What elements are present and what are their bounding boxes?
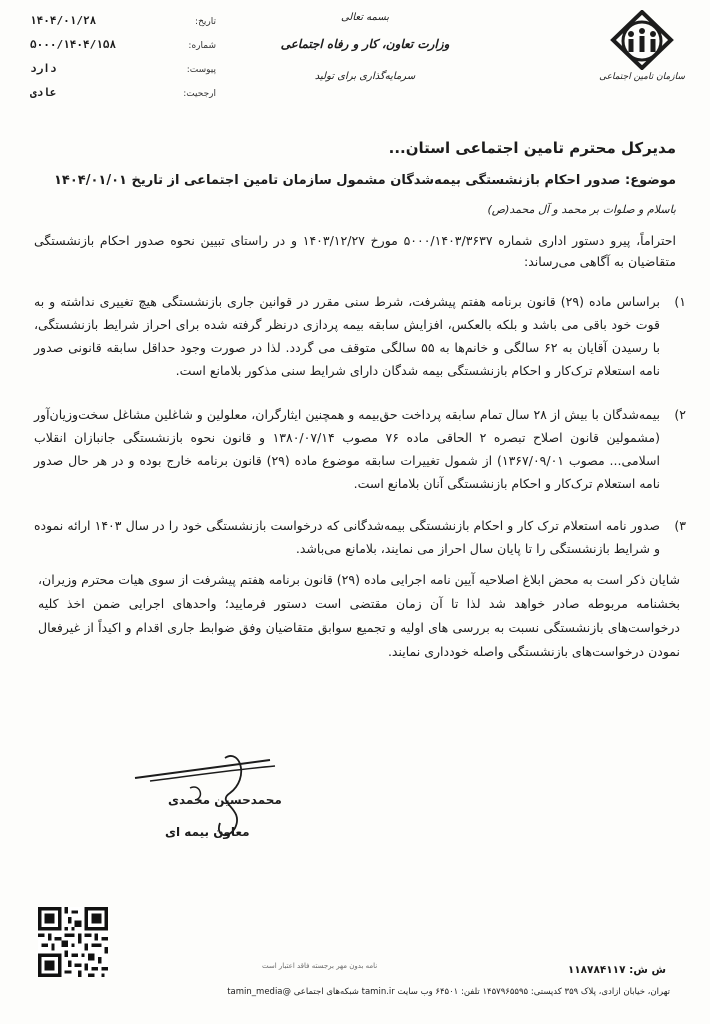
meta-row-attachment [26, 62, 216, 86]
meta-label: ارجحیت: [183, 89, 216, 99]
meta-label: پیوست: [186, 65, 216, 75]
logo-caption: سازمان تامین اجتماعی [599, 72, 685, 82]
item-number: ۲) [674, 407, 686, 422]
item-text: صدور نامه استعلام ترک کار و احکام بازنشستگی بیمه‌شدگانی که درخواست بازنشستگی خود را در سال ۱۴۰۳ ارائه نموده و شرایط بازنشستگی را تا پایان سال احراز می نمایند، بلامانع می‌باشد. [34, 518, 660, 556]
letterhead-center [250, 12, 480, 82]
organization-logo [592, 10, 692, 82]
item-number: ۱) [674, 294, 686, 309]
basmala: بسمه تعالی [340, 12, 390, 23]
meta-value: عادی [30, 86, 57, 99]
year-motto: سرمایه‌گذاری برای تولید [314, 71, 416, 82]
footer-address: تهران، خیابان آزادی، پلاک ۳۵۹ کدپستی: ۱۴۵۷۹۶۵۵۹۵ تلفن: ۶۴۵۰۱ وب سایت tamin.ir شبکه‌های اجتماعی @tamin_media [227, 987, 670, 997]
list-item [34, 403, 686, 495]
ministry-name: وزارت تعاون، کار و رفاه اجتماعی [280, 37, 450, 51]
meta-value: ۵۰۰۰/۱۴۰۴/۱۵۸ [30, 38, 117, 51]
list-item [34, 290, 686, 382]
postal-code: ش ش: ۱۱۸۷۸۴۱۱۷ [567, 964, 666, 976]
stamp-validity-note: نامه بدون مهر برجسته فاقد اعتبار است [262, 962, 378, 970]
item-text: بیمه‌شدگان با بیش از ۲۸ سال تمام سابقه پرداخت حق‌بیمه و همچنین ایثارگران، معلولین و شاغلین مشاغل سخت‌وزیان‌آور (مشمولین قانون اصلاح تبصره ۲ الحاقی ماده ۷۶ مصوب ۱۳۸۰/۰۷/۱۴ و قانون نحوه بازنشستگی جانبازان انقلاب اسلامی... مصوب ۱۳۶۷/۰۹/۰۱) از شمول تغییرات سابقه موضوع ماده (۲۹) قانون برنامه خارج بوده و در هر حال صدور نامه استعلام ترک‌کار و احکام بازنشستگی آنان بلامانع است. [34, 407, 661, 491]
intro-paragraph: احتراماً، پیرو دستور اداری شماره ۵۰۰۰/۱۴۰۳/۳۶۳۷ مورخ ۱۴۰۳/۱۲/۲۷ و در راستای تبیین نحوه صدور احکام بازنشستگی متقاضیان به آگاهی می‌رساند: [34, 233, 676, 269]
meta-row-priority [26, 86, 216, 110]
meta-value: ۱۴۰۴/۰۱/۲۸ [30, 14, 97, 27]
qr-code-icon [38, 907, 108, 977]
meta-row-date [26, 14, 216, 38]
meta-label: تاریخ: [195, 17, 216, 27]
item-text: براساس ماده (۲۹) قانون برنامه هفتم پیشرفت، شرط سنی مقرر در قوانین جاری بازنشستگی هیچ تغییری نداشته و به قوت خود باقی می باشد و بلکه بالعکس، افزایش سابقه بیمه پردازی درنظر گرفته شده برای احراز شرایط بازنشستگی، با رسیدن آقایان به ۶۲ سالگی و خانم‌ها به ۵۵ سالگی متوقف می گردد. لذا در صورت وجود حداقل سابقه قانونی صدور نامه استعلام ترک‌کار و احکام بازنشستگی بیمه شدگان دارای شرایط سنی مذکور بلامانع است. [34, 294, 661, 378]
tamin-logo-icon [609, 10, 675, 70]
closing-paragraph: شایان ذکر است به محض ابلاغ اصلاحیه آیین نامه اجرایی ماده (۲۹) قانون برنامه هفتم پیشرفت از سوی هیات محترم وزیران، بخشنامه مربوطه صادر خواهد شد لذا تا آن زمان مقتضی است دستور فرمایید؛ واحدهای اجرایی ضمن اخذ کلیه درخواست‌های بازنشستگی نسبت به بررسی های اولیه و تجمیع سوابق متقاضیان وفق ضوابط جاری اقدام و اکیداً از غیرفعال نمودن درخواست‌های بازنشستگی واصله خودداری نمایند. [38, 572, 680, 659]
item-number: ۳) [674, 518, 686, 533]
meta-value: دارد [30, 62, 57, 75]
signer-title: معاون بیمه ای [165, 825, 250, 839]
letter-meta [26, 14, 216, 110]
list-item [34, 514, 686, 560]
greeting: باسلام و صلوات بر محمد و آل محمد(ص) [487, 203, 676, 216]
signer-name: محمدحسین محمدی [168, 793, 282, 807]
meta-row-number [26, 38, 216, 62]
subject-line: موضوع: صدور احکام بازنشستگی بیمه‌شدگان مشمول سازمان تامین اجتماعی از تاریخ ۱۴۰۴/۰۱/۰۱ [53, 173, 676, 188]
addressee: مدیرکل محترم تامین اجتماعی استان... [388, 139, 676, 157]
meta-label: شماره: [188, 41, 216, 51]
